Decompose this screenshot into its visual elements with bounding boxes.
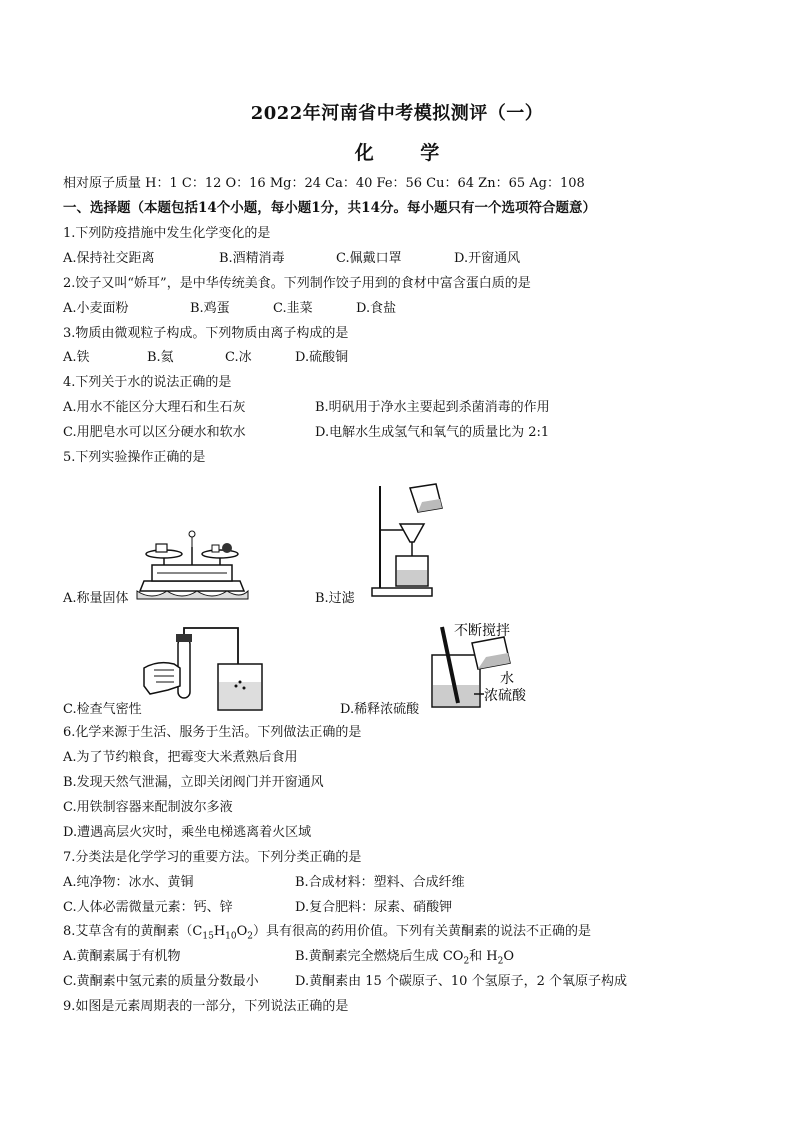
q4-option-c: C.用肥皂水可以区分硬水和软水 bbox=[63, 425, 246, 440]
q6-option-b: B.发现天然气泄漏，立即关闭阀门并开窗通风 bbox=[63, 775, 324, 790]
water-label: 水 bbox=[500, 671, 514, 687]
subject-title: 化 学 bbox=[354, 142, 460, 164]
q3-option-a: A.铁 bbox=[63, 350, 90, 365]
q7-option-a: A.纯净物：冰水、黄铜 bbox=[63, 875, 194, 890]
q8-option-c: C.黄酮素中氢元素的质量分数最小 bbox=[63, 974, 259, 989]
q5-option-b: B.过滤 bbox=[315, 591, 355, 606]
q2-option-c: C.韭菜 bbox=[273, 301, 313, 316]
q8-option-a: A.黄酮素属于有机物 bbox=[63, 949, 181, 964]
q4-option-a: A.用水不能区分大理石和生石灰 bbox=[63, 400, 246, 415]
q1-option-a: A.保持社交距离 bbox=[63, 251, 155, 266]
filtration-figure bbox=[370, 484, 450, 599]
q6-option-d: D.遭遇高层火灾时，乘坐电梯逃离着火区域 bbox=[63, 825, 312, 840]
q4-option-b: B.明矾用于净水主要起到杀菌消毒的作用 bbox=[315, 400, 550, 415]
q2-option-d: D.食盐 bbox=[356, 301, 397, 316]
q4-stem: 4.下列关于水的说法正确的是 bbox=[63, 375, 232, 390]
q6-option-c: C.用铁制容器来配制波尔多液 bbox=[63, 800, 233, 815]
q7-stem: 7.分类法是化学学习的重要方法。下列分类正确的是 bbox=[63, 850, 362, 865]
dilution-figure bbox=[428, 619, 538, 711]
q2-option-b: B.鸡蛋 bbox=[190, 301, 230, 316]
stir-label: 不断搅拌 bbox=[454, 623, 510, 639]
q5-option-d: D.稀释浓硫酸 bbox=[340, 702, 420, 717]
exam-title: 2022年河南省中考模拟测评（一） bbox=[250, 103, 544, 124]
q8-option-d: D.黄酮素由 15 个碳原子、10 个氢原子，2 个氧原子构成 bbox=[295, 974, 627, 989]
q1-stem: 1.下列防疫措施中发生化学变化的是 bbox=[63, 226, 271, 241]
acid-label: 浓硫酸 bbox=[484, 688, 526, 704]
q2-stem: 2.饺子又叫“娇耳”，是中华传统美食。下列制作饺子用到的食材中富含蛋白质的是 bbox=[63, 276, 531, 291]
q3-option-b: B.氦 bbox=[147, 350, 174, 365]
q1-option-b: B.酒精消毒 bbox=[219, 251, 285, 266]
q6-stem: 6.化学来源于生活、服务于生活。下列做法正确的是 bbox=[63, 725, 362, 740]
q3-option-c: C.冰 bbox=[225, 350, 252, 365]
q8-option-b: B.黄酮素完全燃烧后生成 $CO_2$和 $H_2O$ bbox=[295, 949, 515, 967]
airtightness-figure bbox=[140, 624, 270, 714]
q7-option-c: C.人体必需微量元素：钙、锌 bbox=[63, 900, 233, 915]
q6-option-a: A.为了节约粮食，把霉变大米煮熟后食用 bbox=[63, 750, 298, 765]
atomic-masses: 相对原子质量 H：1 C：12 O：16 Mg：24 Ca：40 Fe：56 Cu：64 Zn：65 Ag：108 bbox=[63, 176, 585, 191]
q5-option-a: A.称量固体 bbox=[63, 591, 129, 606]
q2-option-a: A.小麦面粉 bbox=[63, 301, 129, 316]
q4-option-d: D.电解水生成氢气和氧气的质量比为 2:1 bbox=[315, 425, 550, 440]
q3-option-d: D.硫酸铜 bbox=[295, 350, 349, 365]
q1-option-c: C.佩戴口罩 bbox=[336, 251, 402, 266]
section-heading: 一、选择题（本题包括14个小题，每小题1分，共14分。每小题只有一个选项符合题意） bbox=[63, 200, 596, 216]
q7-option-b: B.合成材料：塑料、合成纤维 bbox=[295, 875, 465, 890]
q9-stem: 9.如图是元素周期表的一部分，下列说法正确的是 bbox=[63, 999, 349, 1014]
q5-stem: 5.下列实验操作正确的是 bbox=[63, 450, 206, 465]
q7-option-d: D.复合肥料：尿素、硝酸钾 bbox=[295, 900, 453, 915]
q1-option-d: D.开窗通风 bbox=[454, 251, 521, 266]
q3-stem: 3.物质由微观粒子构成。下列物质由离子构成的是 bbox=[63, 326, 349, 341]
balance-figure bbox=[132, 525, 252, 605]
q8-stem: 8.艾草含有的黄酮素$(C_{15}H_{10}O_2)$具有很高的药用价值。下列有关黄酮素的说法不正确的是 bbox=[63, 924, 592, 942]
q5-option-c: C.检查气密性 bbox=[63, 702, 142, 717]
